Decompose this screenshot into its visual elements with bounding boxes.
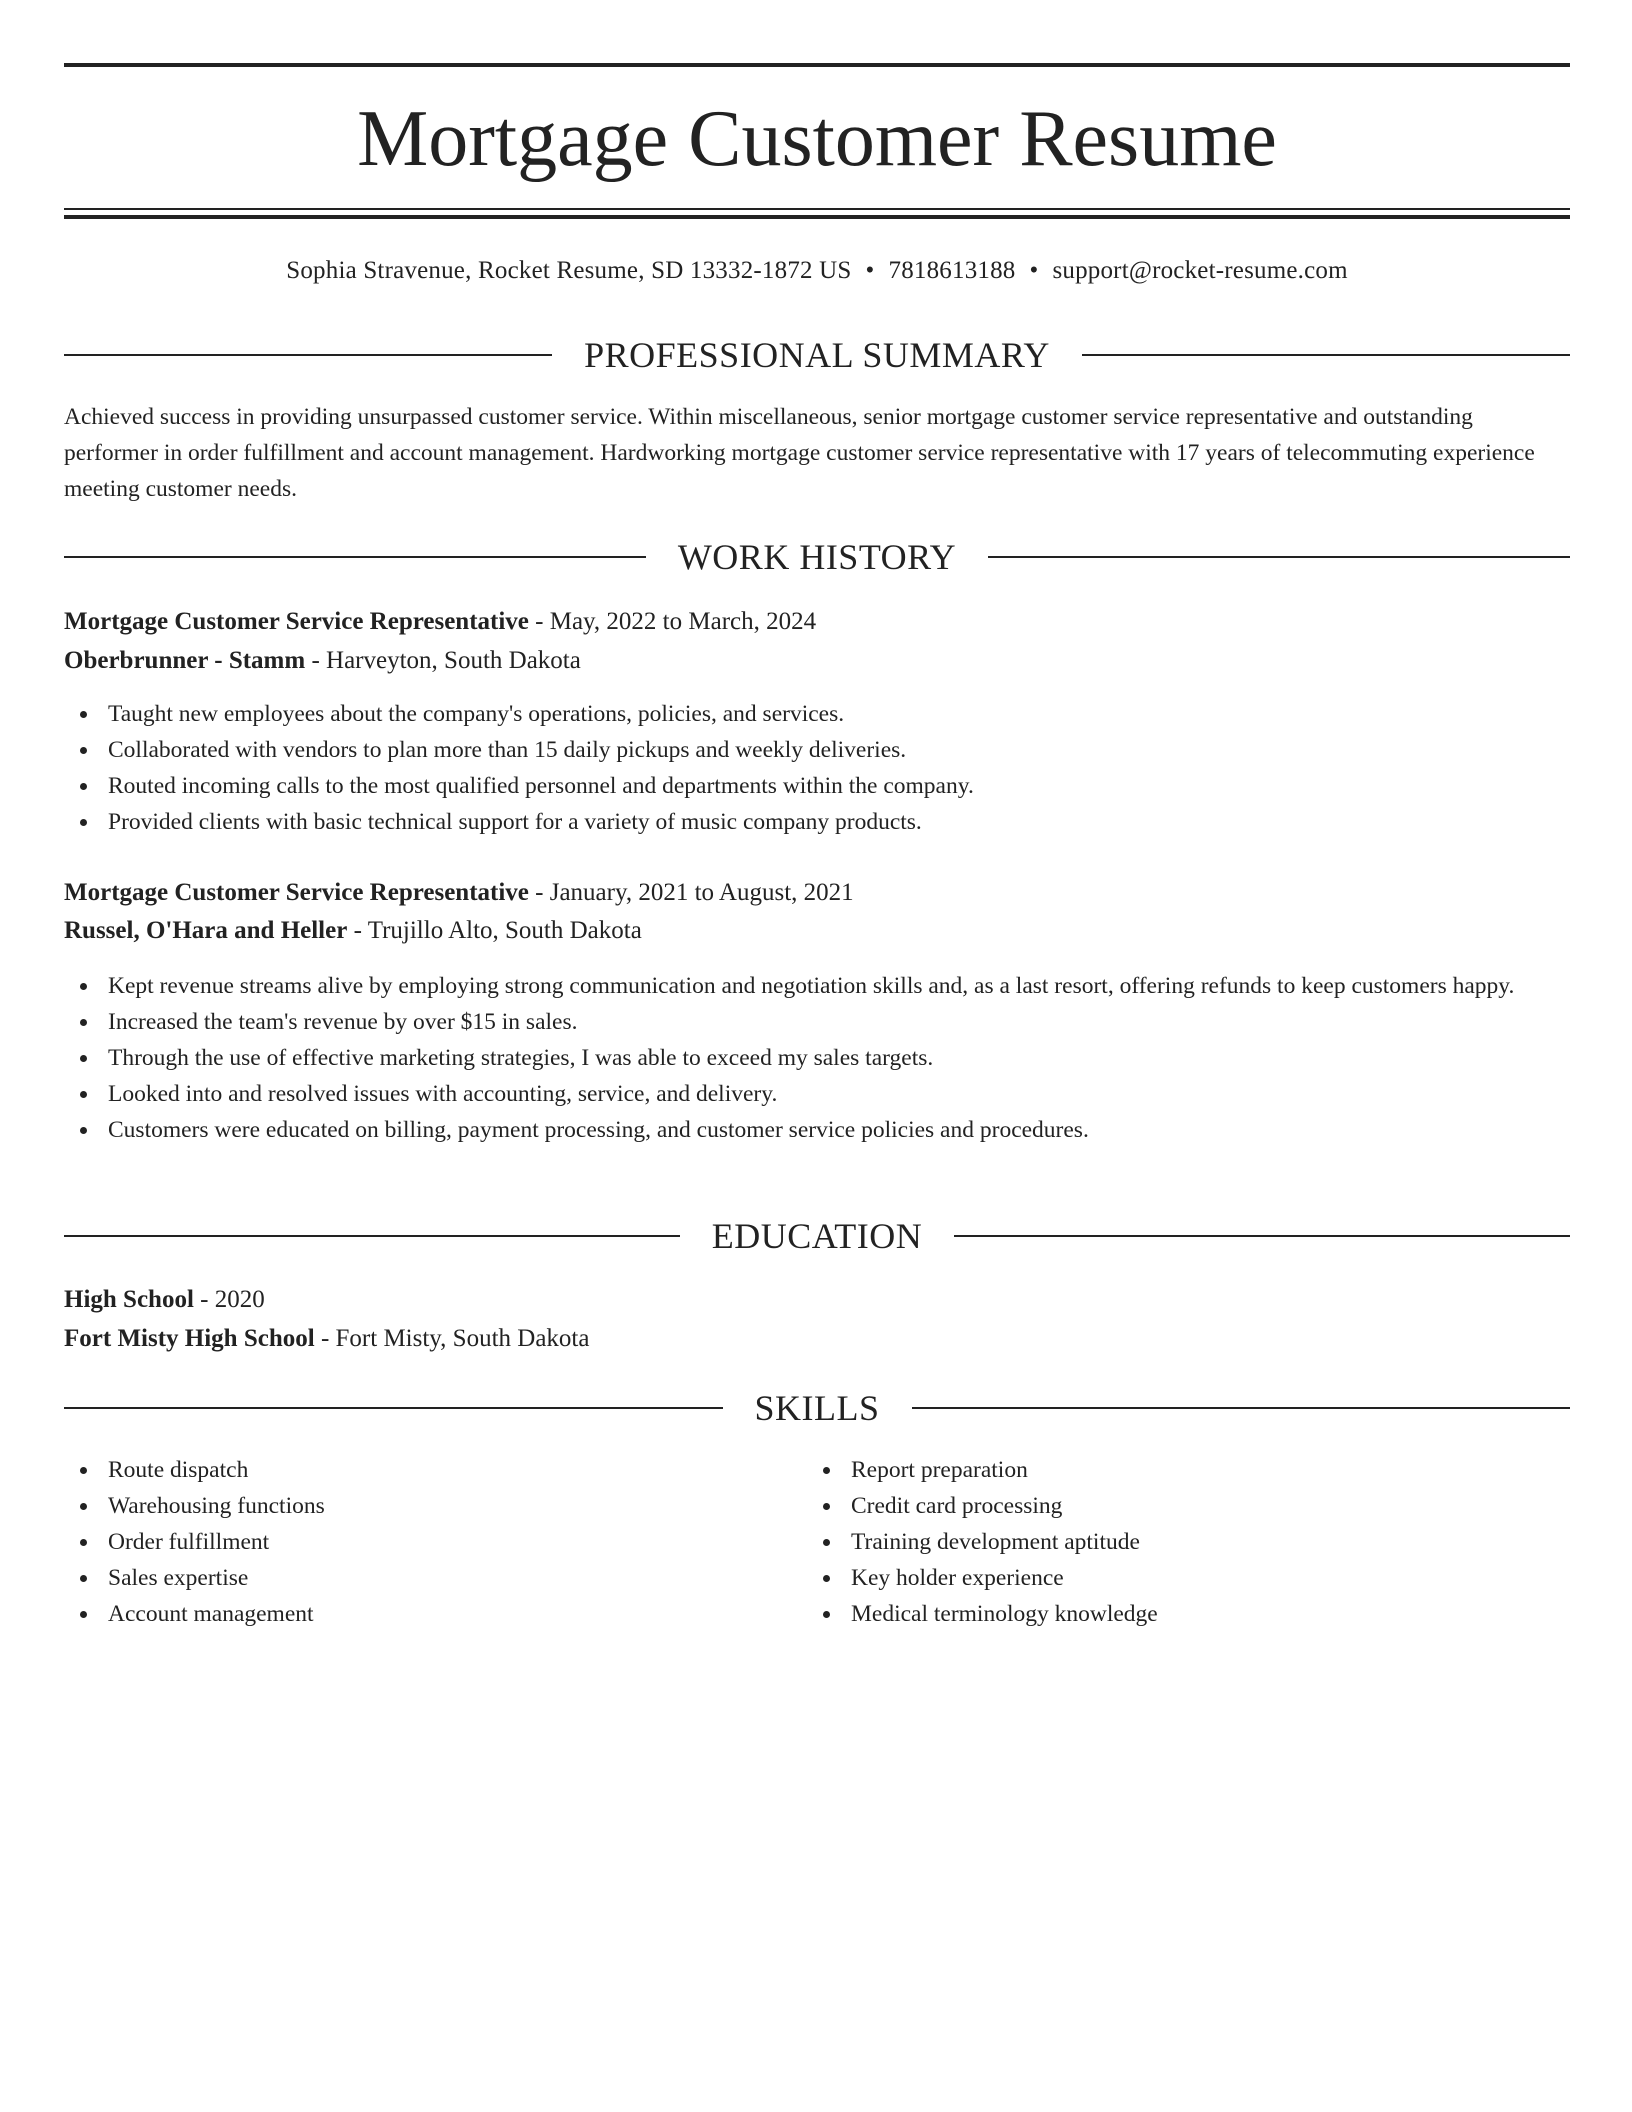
skill-item: Order fulfillment	[64, 1524, 804, 1560]
job-company-line	[64, 913, 1570, 949]
section-heading-label: SKILLS	[754, 1388, 880, 1428]
education-year: - 2020	[193, 1286, 265, 1313]
education-school-line	[64, 1321, 1570, 1357]
job-dates: - May, 2022 to March, 2024	[528, 608, 817, 635]
heading-rule-right	[912, 1407, 1571, 1409]
education-degree: High School	[64, 1286, 194, 1313]
heading-rule-left	[64, 1235, 680, 1237]
list-item: Provided clients with basic technical support for a variety of music company products.	[64, 804, 1570, 840]
list-item: Through the use of effective marketing strategies, I was able to exceed my sales targets.	[64, 1040, 1570, 1076]
skill-item: Medical terminology knowledge	[807, 1596, 1570, 1632]
job-bullets	[64, 968, 1570, 1148]
contact-email: support@rocket-resume.com	[1052, 257, 1348, 284]
skill-item: Account management	[64, 1596, 804, 1632]
job-company: Russel, O'Hara and Heller	[64, 917, 348, 944]
contact-separator: •	[865, 257, 875, 284]
section-heading-summary	[64, 334, 1570, 376]
list-item: Kept revenue streams alive by employing strong communication and negotiation skills and, as a last resort, offering refunds to keep customers happy.	[64, 968, 1570, 1004]
job-location: - Trujillo Alto, South Dakota	[347, 917, 642, 944]
skill-item: Credit card processing	[807, 1488, 1570, 1524]
heading-rule-left	[64, 1407, 723, 1409]
job-title: Mortgage Customer Service Representative	[64, 879, 529, 906]
contact-separator: •	[1029, 257, 1039, 284]
job-dates: - January, 2021 to August, 2021	[528, 879, 854, 906]
job-bullets	[64, 696, 1570, 840]
skills-list-right	[807, 1452, 1570, 1632]
section-heading-work	[64, 536, 1570, 578]
skill-item: Warehousing functions	[64, 1488, 804, 1524]
section-heading-label: EDUCATION	[711, 1216, 923, 1256]
contact-address: Sophia Stravenue, Rocket Resume, SD 13332-1872 US	[286, 257, 852, 284]
section-heading-label: PROFESSIONAL SUMMARY	[584, 335, 1050, 375]
job-title: Mortgage Customer Service Representative	[64, 608, 529, 635]
list-item: Increased the team's revenue by over $15 in sales.	[64, 1004, 1570, 1040]
heading-rule-left	[64, 354, 552, 356]
heading-rule-right	[1082, 354, 1570, 356]
resume-title: Mortgage Customer Resume	[357, 95, 1277, 183]
summary-text: Achieved success in providing unsurpassed customer service. Within miscellaneous, senior mortgage customer service representative and outstanding performer in order fulfillment and account management. Hardworking mortgage customer service representative with 17 years of telecommuting experience meeting customer needs.	[64, 404, 1535, 502]
heading-rule-right	[954, 1235, 1570, 1237]
list-item: Taught new employees about the company's operations, policies, and services.	[64, 696, 1570, 732]
education-school: Fort Misty High School	[64, 1325, 315, 1352]
job-title-line	[64, 875, 1570, 911]
list-item: Customers were educated on billing, payment processing, and customer service policies and procedures.	[64, 1112, 1570, 1148]
heading-rule-left	[64, 556, 646, 558]
skill-item: Sales expertise	[64, 1560, 804, 1596]
heading-rule-right	[988, 556, 1570, 558]
title-rule-thin	[64, 208, 1570, 210]
education-location: - Fort Misty, South Dakota	[314, 1325, 590, 1352]
section-heading-label: WORK HISTORY	[677, 537, 957, 577]
job-title-line	[64, 604, 1570, 640]
skill-item: Key holder experience	[807, 1560, 1570, 1596]
skill-item: Route dispatch	[64, 1452, 804, 1488]
section-heading-education	[64, 1215, 1570, 1257]
list-item: Collaborated with vendors to plan more than 15 daily pickups and weekly deliveries.	[64, 732, 1570, 768]
job-company: Oberbrunner - Stamm	[64, 647, 306, 674]
section-heading-skills	[64, 1387, 1570, 1429]
skill-item: Report preparation	[807, 1452, 1570, 1488]
top-rule	[64, 63, 1570, 67]
skill-item: Training development aptitude	[807, 1524, 1570, 1560]
contact-phone: 7818613188	[888, 257, 1016, 284]
title-rule-thick	[64, 215, 1570, 219]
list-item: Routed incoming calls to the most qualified personnel and departments within the company.	[64, 768, 1570, 804]
list-item: Looked into and resolved issues with accounting, service, and delivery.	[64, 1076, 1570, 1112]
skills-list-left	[64, 1452, 804, 1632]
contact-line	[64, 255, 1570, 287]
job-company-line	[64, 643, 1570, 679]
job-location: - Harveyton, South Dakota	[305, 647, 581, 674]
education-degree-line	[64, 1282, 1570, 1318]
